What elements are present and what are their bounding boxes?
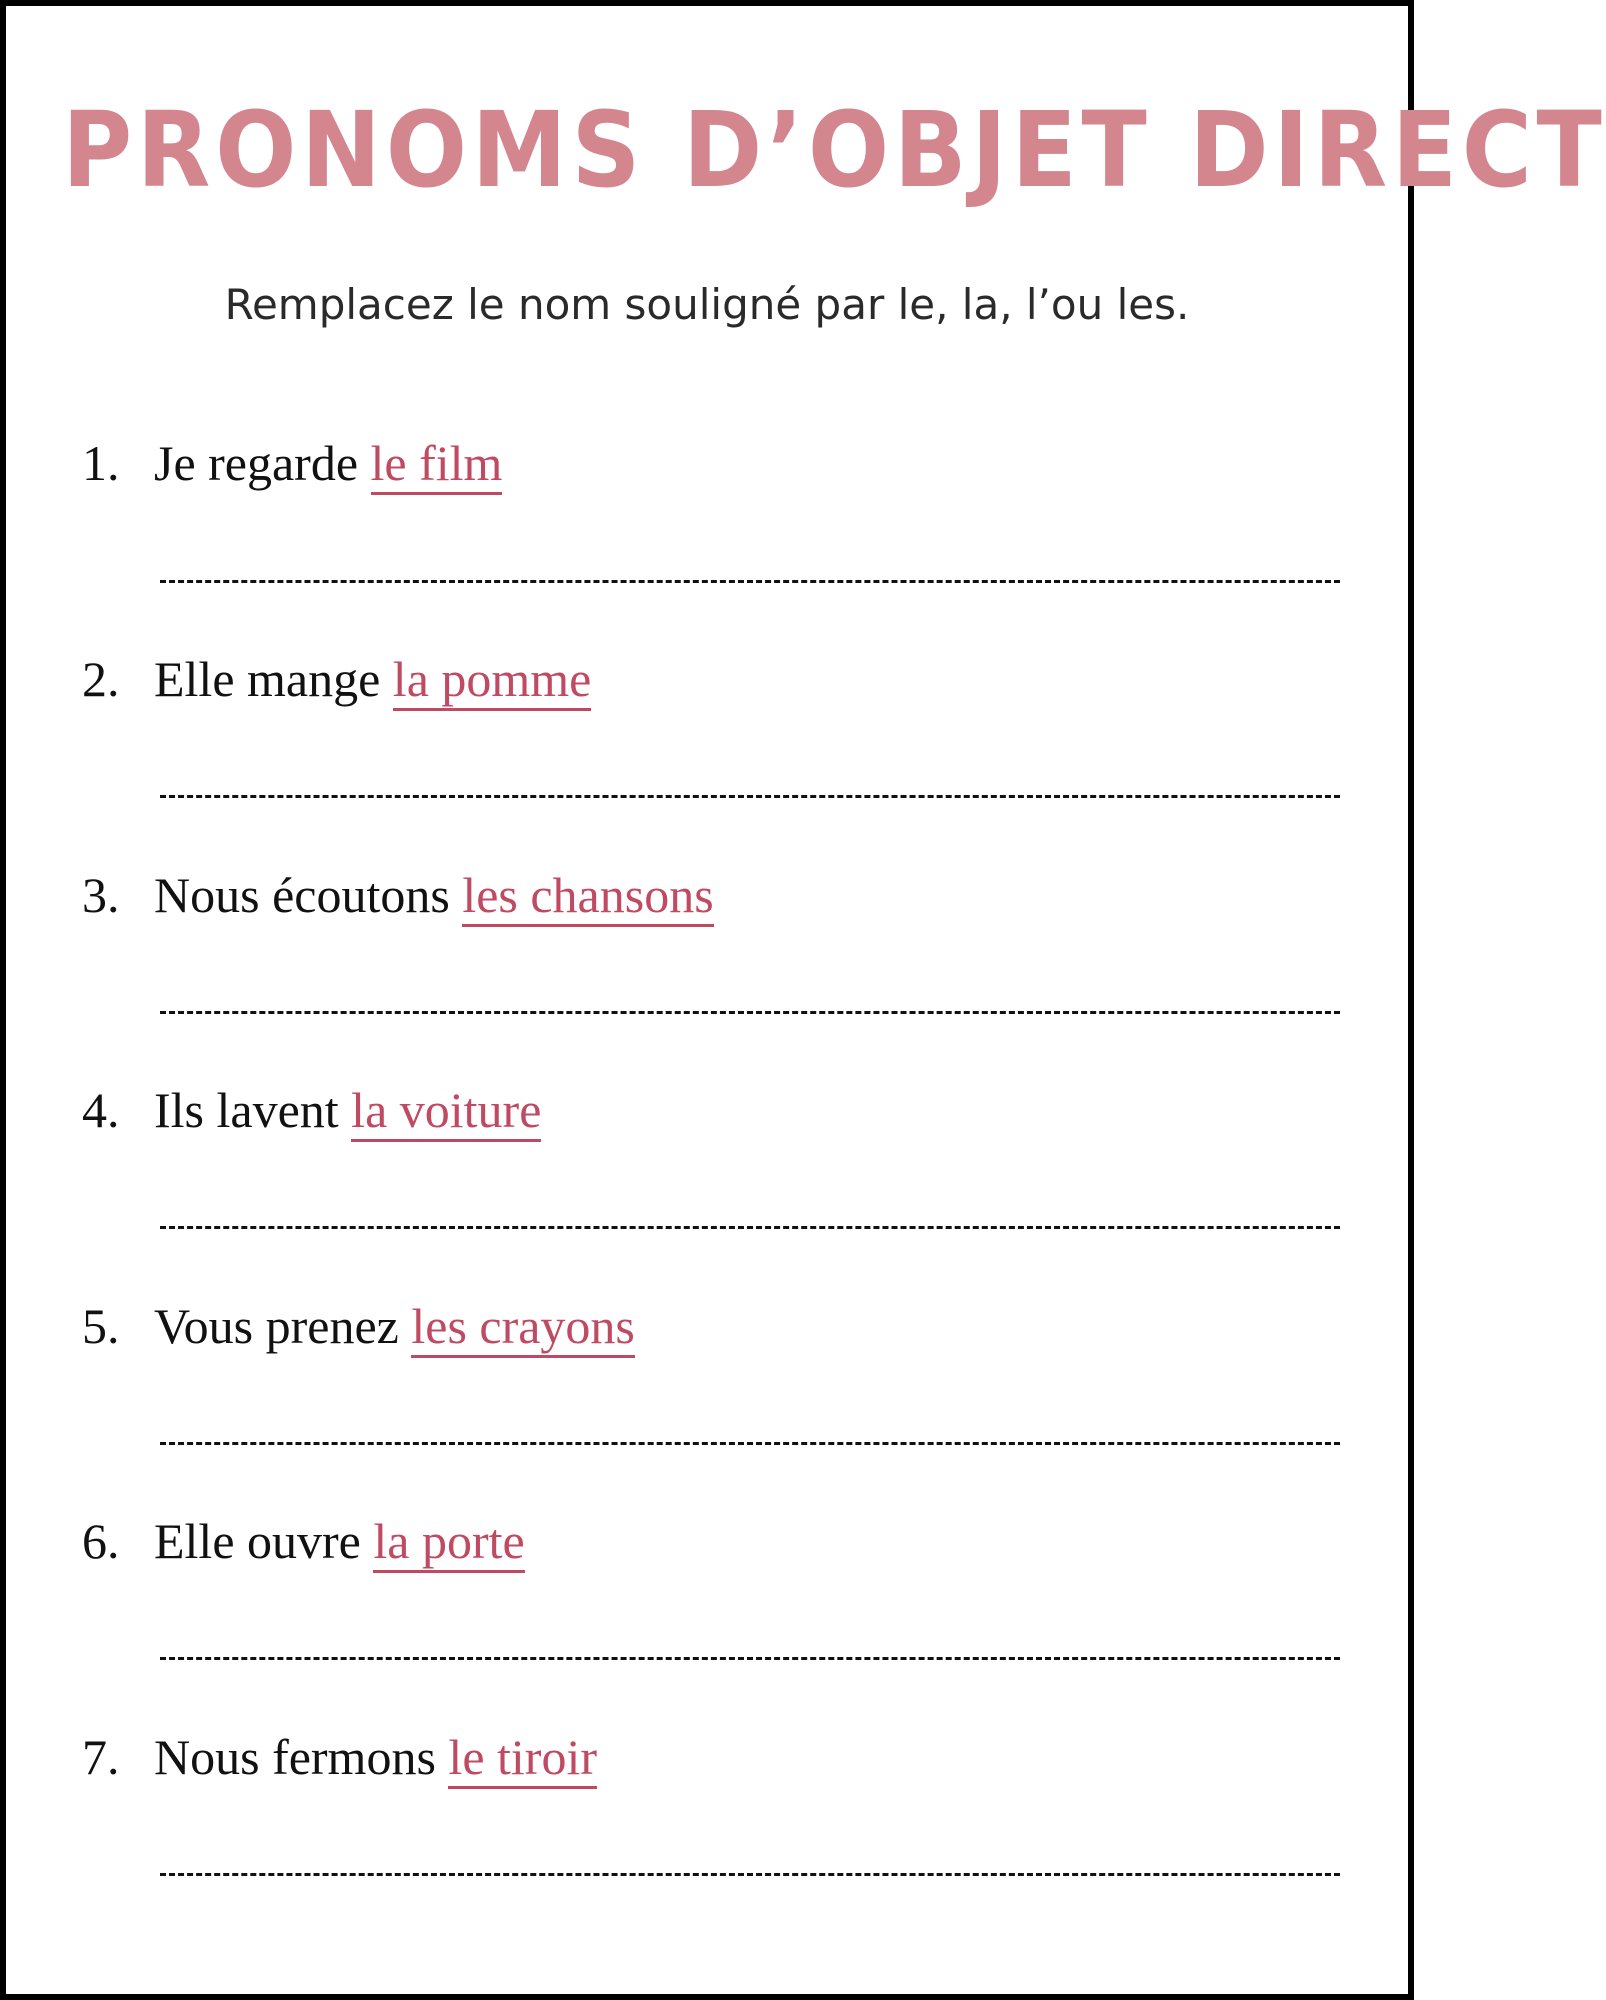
item-number: 6. [82, 1513, 120, 1569]
exercise-item [82, 1513, 525, 1573]
instruction-text: Remplacez le nom souligné par le, la, l’ou les. [224, 280, 1190, 329]
underlined-object: le tiroir [448, 1732, 597, 1789]
item-text: Nous fermons [154, 1729, 436, 1785]
underlined-object: la voiture [351, 1085, 541, 1142]
answer-line[interactable] [160, 1873, 1340, 1876]
item-number: 7. [82, 1729, 120, 1785]
answer-line[interactable] [160, 1011, 1340, 1014]
item-text: Nous écoutons [154, 867, 450, 923]
item-text: Elle ouvre [154, 1513, 361, 1569]
underlined-object: la pomme [393, 654, 592, 711]
exercise-item [82, 651, 592, 711]
exercise-item [82, 867, 714, 927]
answer-line[interactable] [160, 1226, 1340, 1229]
underlined-object: les chansons [462, 870, 713, 927]
item-number: 3. [82, 867, 120, 923]
underlined-object: les crayons [411, 1301, 635, 1358]
exercise-item [82, 1298, 635, 1358]
worksheet-title: PRONOMS D’OBJET DIRECT [62, 89, 1606, 211]
item-number: 1. [82, 435, 120, 491]
underlined-object: le film [371, 438, 503, 495]
answer-line[interactable] [160, 1442, 1340, 1445]
item-text: Vous prenez [154, 1298, 399, 1354]
exercise-item [82, 435, 503, 495]
item-number: 2. [82, 651, 120, 707]
answer-line[interactable] [160, 1657, 1340, 1660]
exercise-item [82, 1729, 597, 1789]
underlined-object: la porte [373, 1516, 524, 1573]
exercise-item [82, 1082, 542, 1142]
item-text: Je regarde [154, 435, 359, 491]
item-text: Elle mange [154, 651, 381, 707]
item-number: 4. [82, 1082, 120, 1138]
item-text: Ils lavent [154, 1082, 339, 1138]
item-number: 5. [82, 1298, 120, 1354]
answer-line[interactable] [160, 580, 1340, 583]
answer-line[interactable] [160, 795, 1340, 798]
